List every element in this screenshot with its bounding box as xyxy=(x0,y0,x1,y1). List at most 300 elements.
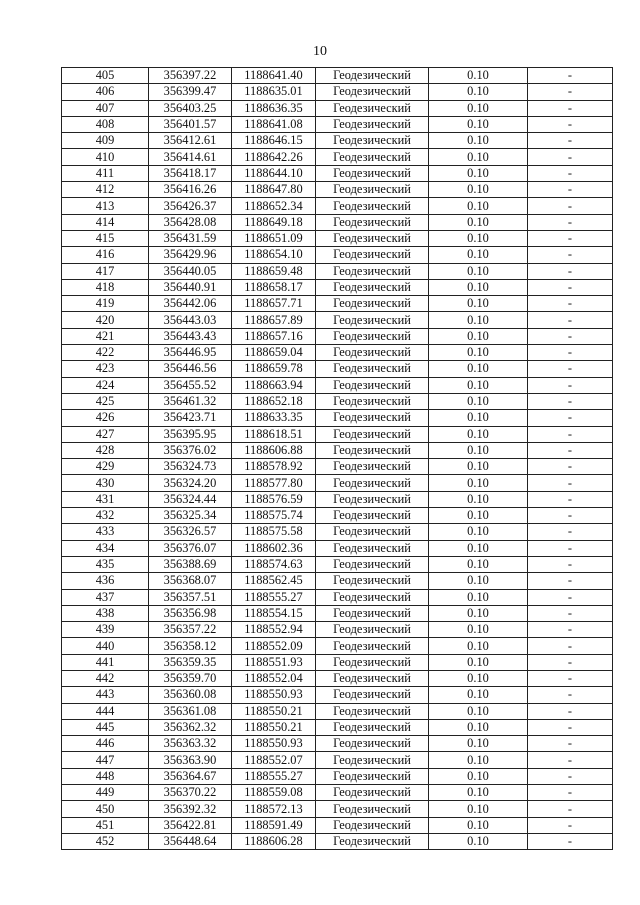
accuracy-cell: 0.10 xyxy=(429,198,528,214)
note-cell: - xyxy=(528,556,613,572)
y-coordinate-cell: 1188554.15 xyxy=(232,605,316,621)
method-cell: Геодезический xyxy=(316,263,429,279)
y-coordinate-cell: 1188652.18 xyxy=(232,393,316,409)
table-row xyxy=(62,833,613,849)
x-coordinate-cell: 356412.61 xyxy=(149,133,232,149)
point-number-cell: 415 xyxy=(62,230,149,246)
method-cell: Геодезический xyxy=(316,345,429,361)
method-cell: Геодезический xyxy=(316,182,429,198)
x-coordinate-cell: 356356.98 xyxy=(149,605,232,621)
x-coordinate-cell: 356326.57 xyxy=(149,524,232,540)
method-cell: Геодезический xyxy=(316,393,429,409)
note-cell: - xyxy=(528,393,613,409)
accuracy-cell: 0.10 xyxy=(429,230,528,246)
table-row xyxy=(62,149,613,165)
accuracy-cell: 0.10 xyxy=(429,410,528,426)
point-number-cell: 418 xyxy=(62,279,149,295)
x-coordinate-cell: 356443.03 xyxy=(149,312,232,328)
note-cell: - xyxy=(528,475,613,491)
point-number-cell: 409 xyxy=(62,133,149,149)
point-number-cell: 426 xyxy=(62,410,149,426)
y-coordinate-cell: 1188550.21 xyxy=(232,719,316,735)
x-coordinate-cell: 356418.17 xyxy=(149,165,232,181)
y-coordinate-cell: 1188644.10 xyxy=(232,165,316,181)
method-cell: Геодезический xyxy=(316,524,429,540)
note-cell: - xyxy=(528,68,613,84)
table-row xyxy=(62,393,613,409)
x-coordinate-cell: 356363.90 xyxy=(149,752,232,768)
note-cell: - xyxy=(528,133,613,149)
point-number-cell: 427 xyxy=(62,426,149,442)
table-row xyxy=(62,817,613,833)
note-cell: - xyxy=(528,801,613,817)
table-row xyxy=(62,68,613,84)
method-cell: Геодезический xyxy=(316,638,429,654)
point-number-cell: 450 xyxy=(62,801,149,817)
x-coordinate-cell: 356399.47 xyxy=(149,84,232,100)
y-coordinate-cell: 1188572.13 xyxy=(232,801,316,817)
method-cell: Геодезический xyxy=(316,622,429,638)
accuracy-cell: 0.10 xyxy=(429,524,528,540)
table-row xyxy=(62,540,613,556)
method-cell: Геодезический xyxy=(316,459,429,475)
accuracy-cell: 0.10 xyxy=(429,801,528,817)
point-number-cell: 448 xyxy=(62,768,149,784)
point-number-cell: 419 xyxy=(62,296,149,312)
method-cell: Геодезический xyxy=(316,214,429,230)
x-coordinate-cell: 356357.22 xyxy=(149,622,232,638)
x-coordinate-cell: 356376.02 xyxy=(149,442,232,458)
point-number-cell: 414 xyxy=(62,214,149,230)
y-coordinate-cell: 1188657.71 xyxy=(232,296,316,312)
table-row xyxy=(62,133,613,149)
y-coordinate-cell: 1188574.63 xyxy=(232,556,316,572)
accuracy-cell: 0.10 xyxy=(429,573,528,589)
method-cell: Геодезический xyxy=(316,328,429,344)
note-cell: - xyxy=(528,149,613,165)
x-coordinate-cell: 356442.06 xyxy=(149,296,232,312)
table-row xyxy=(62,459,613,475)
point-number-cell: 428 xyxy=(62,442,149,458)
note-cell: - xyxy=(528,654,613,670)
method-cell: Геодезический xyxy=(316,361,429,377)
x-coordinate-cell: 356363.32 xyxy=(149,736,232,752)
method-cell: Геодезический xyxy=(316,654,429,670)
note-cell: - xyxy=(528,100,613,116)
point-number-cell: 445 xyxy=(62,719,149,735)
note-cell: - xyxy=(528,508,613,524)
y-coordinate-cell: 1188649.18 xyxy=(232,214,316,230)
y-coordinate-cell: 1188606.88 xyxy=(232,442,316,458)
accuracy-cell: 0.10 xyxy=(429,182,528,198)
point-number-cell: 438 xyxy=(62,605,149,621)
page-number: 10 xyxy=(313,44,327,59)
method-cell: Геодезический xyxy=(316,312,429,328)
table-row xyxy=(62,263,613,279)
accuracy-cell: 0.10 xyxy=(429,638,528,654)
accuracy-cell: 0.10 xyxy=(429,393,528,409)
y-coordinate-cell: 1188575.58 xyxy=(232,524,316,540)
table-row xyxy=(62,556,613,572)
method-cell: Геодезический xyxy=(316,508,429,524)
note-cell: - xyxy=(528,573,613,589)
x-coordinate-cell: 356360.08 xyxy=(149,687,232,703)
method-cell: Геодезический xyxy=(316,377,429,393)
x-coordinate-cell: 356423.71 xyxy=(149,410,232,426)
accuracy-cell: 0.10 xyxy=(429,703,528,719)
y-coordinate-cell: 1188657.89 xyxy=(232,312,316,328)
accuracy-cell: 0.10 xyxy=(429,817,528,833)
method-cell: Геодезический xyxy=(316,279,429,295)
y-coordinate-cell: 1188635.01 xyxy=(232,84,316,100)
x-coordinate-cell: 356429.96 xyxy=(149,247,232,263)
note-cell: - xyxy=(528,198,613,214)
coordinates-table xyxy=(61,67,613,850)
point-number-cell: 408 xyxy=(62,116,149,132)
y-coordinate-cell: 1188551.93 xyxy=(232,654,316,670)
y-coordinate-cell: 1188663.94 xyxy=(232,377,316,393)
y-coordinate-cell: 1188576.59 xyxy=(232,491,316,507)
method-cell: Геодезический xyxy=(316,475,429,491)
y-coordinate-cell: 1188651.09 xyxy=(232,230,316,246)
y-coordinate-cell: 1188659.04 xyxy=(232,345,316,361)
method-cell: Геодезический xyxy=(316,768,429,784)
method-cell: Геодезический xyxy=(316,410,429,426)
table-row xyxy=(62,279,613,295)
point-number-cell: 434 xyxy=(62,540,149,556)
x-coordinate-cell: 356422.81 xyxy=(149,817,232,833)
x-coordinate-cell: 356403.25 xyxy=(149,100,232,116)
note-cell: - xyxy=(528,377,613,393)
x-coordinate-cell: 356362.32 xyxy=(149,719,232,735)
method-cell: Геодезический xyxy=(316,540,429,556)
point-number-cell: 442 xyxy=(62,670,149,686)
point-number-cell: 412 xyxy=(62,182,149,198)
point-number-cell: 411 xyxy=(62,165,149,181)
method-cell: Геодезический xyxy=(316,719,429,735)
note-cell: - xyxy=(528,214,613,230)
table-row xyxy=(62,198,613,214)
accuracy-cell: 0.10 xyxy=(429,345,528,361)
table-row xyxy=(62,165,613,181)
point-number-cell: 405 xyxy=(62,68,149,84)
x-coordinate-cell: 356357.51 xyxy=(149,589,232,605)
table-row xyxy=(62,687,613,703)
point-number-cell: 451 xyxy=(62,817,149,833)
note-cell: - xyxy=(528,719,613,735)
x-coordinate-cell: 356364.67 xyxy=(149,768,232,784)
point-number-cell: 449 xyxy=(62,785,149,801)
point-number-cell: 413 xyxy=(62,198,149,214)
y-coordinate-cell: 1188552.94 xyxy=(232,622,316,638)
accuracy-cell: 0.10 xyxy=(429,247,528,263)
x-coordinate-cell: 356376.07 xyxy=(149,540,232,556)
accuracy-cell: 0.10 xyxy=(429,475,528,491)
table-row xyxy=(62,638,613,654)
point-number-cell: 423 xyxy=(62,361,149,377)
x-coordinate-cell: 356359.70 xyxy=(149,670,232,686)
note-cell: - xyxy=(528,703,613,719)
table-row xyxy=(62,426,613,442)
table-row xyxy=(62,182,613,198)
note-cell: - xyxy=(528,524,613,540)
x-coordinate-cell: 356416.26 xyxy=(149,182,232,198)
table-row xyxy=(62,785,613,801)
table-row xyxy=(62,377,613,393)
x-coordinate-cell: 356443.43 xyxy=(149,328,232,344)
table-row xyxy=(62,345,613,361)
y-coordinate-cell: 1188646.15 xyxy=(232,133,316,149)
note-cell: - xyxy=(528,361,613,377)
x-coordinate-cell: 356392.32 xyxy=(149,801,232,817)
accuracy-cell: 0.10 xyxy=(429,263,528,279)
table-row xyxy=(62,214,613,230)
point-number-cell: 440 xyxy=(62,638,149,654)
accuracy-cell: 0.10 xyxy=(429,214,528,230)
accuracy-cell: 0.10 xyxy=(429,654,528,670)
note-cell: - xyxy=(528,622,613,638)
y-coordinate-cell: 1188657.16 xyxy=(232,328,316,344)
point-number-cell: 433 xyxy=(62,524,149,540)
y-coordinate-cell: 1188618.51 xyxy=(232,426,316,442)
accuracy-cell: 0.10 xyxy=(429,589,528,605)
table-row xyxy=(62,524,613,540)
point-number-cell: 431 xyxy=(62,491,149,507)
x-coordinate-cell: 356397.22 xyxy=(149,68,232,84)
note-cell: - xyxy=(528,296,613,312)
accuracy-cell: 0.10 xyxy=(429,133,528,149)
method-cell: Геодезический xyxy=(316,133,429,149)
accuracy-cell: 0.10 xyxy=(429,426,528,442)
point-number-cell: 452 xyxy=(62,833,149,849)
method-cell: Геодезический xyxy=(316,296,429,312)
method-cell: Геодезический xyxy=(316,703,429,719)
x-coordinate-cell: 356358.12 xyxy=(149,638,232,654)
x-coordinate-cell: 356455.52 xyxy=(149,377,232,393)
accuracy-cell: 0.10 xyxy=(429,736,528,752)
note-cell: - xyxy=(528,182,613,198)
method-cell: Геодезический xyxy=(316,84,429,100)
note-cell: - xyxy=(528,165,613,181)
x-coordinate-cell: 356324.20 xyxy=(149,475,232,491)
x-coordinate-cell: 356426.37 xyxy=(149,198,232,214)
note-cell: - xyxy=(528,817,613,833)
table-row xyxy=(62,622,613,638)
point-number-cell: 416 xyxy=(62,247,149,263)
method-cell: Геодезический xyxy=(316,116,429,132)
x-coordinate-cell: 356370.22 xyxy=(149,785,232,801)
point-number-cell: 417 xyxy=(62,263,149,279)
accuracy-cell: 0.10 xyxy=(429,785,528,801)
note-cell: - xyxy=(528,279,613,295)
y-coordinate-cell: 1188552.09 xyxy=(232,638,316,654)
accuracy-cell: 0.10 xyxy=(429,752,528,768)
x-coordinate-cell: 356448.64 xyxy=(149,833,232,849)
method-cell: Геодезический xyxy=(316,149,429,165)
table-row xyxy=(62,312,613,328)
point-number-cell: 436 xyxy=(62,573,149,589)
table-row xyxy=(62,654,613,670)
point-number-cell: 406 xyxy=(62,84,149,100)
table-row xyxy=(62,719,613,735)
point-number-cell: 447 xyxy=(62,752,149,768)
table-row xyxy=(62,442,613,458)
y-coordinate-cell: 1188602.36 xyxy=(232,540,316,556)
accuracy-cell: 0.10 xyxy=(429,687,528,703)
method-cell: Геодезический xyxy=(316,736,429,752)
accuracy-cell: 0.10 xyxy=(429,149,528,165)
note-cell: - xyxy=(528,736,613,752)
point-number-cell: 421 xyxy=(62,328,149,344)
method-cell: Геодезический xyxy=(316,573,429,589)
table-row xyxy=(62,736,613,752)
method-cell: Геодезический xyxy=(316,785,429,801)
table-row xyxy=(62,361,613,377)
accuracy-cell: 0.10 xyxy=(429,508,528,524)
x-coordinate-cell: 356428.08 xyxy=(149,214,232,230)
note-cell: - xyxy=(528,768,613,784)
x-coordinate-cell: 356446.95 xyxy=(149,345,232,361)
table-row xyxy=(62,100,613,116)
y-coordinate-cell: 1188659.48 xyxy=(232,263,316,279)
x-coordinate-cell: 356324.73 xyxy=(149,459,232,475)
point-number-cell: 439 xyxy=(62,622,149,638)
table-row xyxy=(62,752,613,768)
accuracy-cell: 0.10 xyxy=(429,491,528,507)
x-coordinate-cell: 356431.59 xyxy=(149,230,232,246)
note-cell: - xyxy=(528,638,613,654)
accuracy-cell: 0.10 xyxy=(429,768,528,784)
note-cell: - xyxy=(528,605,613,621)
method-cell: Геодезический xyxy=(316,426,429,442)
x-coordinate-cell: 356368.07 xyxy=(149,573,232,589)
point-number-cell: 420 xyxy=(62,312,149,328)
note-cell: - xyxy=(528,263,613,279)
note-cell: - xyxy=(528,247,613,263)
table-row xyxy=(62,573,613,589)
note-cell: - xyxy=(528,670,613,686)
x-coordinate-cell: 356395.95 xyxy=(149,426,232,442)
accuracy-cell: 0.10 xyxy=(429,605,528,621)
x-coordinate-cell: 356361.08 xyxy=(149,703,232,719)
note-cell: - xyxy=(528,540,613,556)
accuracy-cell: 0.10 xyxy=(429,377,528,393)
y-coordinate-cell: 1188641.40 xyxy=(232,68,316,84)
y-coordinate-cell: 1188578.92 xyxy=(232,459,316,475)
method-cell: Геодезический xyxy=(316,817,429,833)
y-coordinate-cell: 1188552.07 xyxy=(232,752,316,768)
x-coordinate-cell: 356359.35 xyxy=(149,654,232,670)
table-row xyxy=(62,589,613,605)
accuracy-cell: 0.10 xyxy=(429,670,528,686)
table-row xyxy=(62,491,613,507)
y-coordinate-cell: 1188550.93 xyxy=(232,687,316,703)
table-row xyxy=(62,230,613,246)
point-number-cell: 430 xyxy=(62,475,149,491)
method-cell: Геодезический xyxy=(316,100,429,116)
accuracy-cell: 0.10 xyxy=(429,296,528,312)
table-row xyxy=(62,605,613,621)
method-cell: Геодезический xyxy=(316,491,429,507)
table-row xyxy=(62,84,613,100)
table-row xyxy=(62,328,613,344)
note-cell: - xyxy=(528,312,613,328)
accuracy-cell: 0.10 xyxy=(429,279,528,295)
note-cell: - xyxy=(528,442,613,458)
x-coordinate-cell: 356414.61 xyxy=(149,149,232,165)
method-cell: Геодезический xyxy=(316,198,429,214)
y-coordinate-cell: 1188633.35 xyxy=(232,410,316,426)
accuracy-cell: 0.10 xyxy=(429,540,528,556)
point-number-cell: 444 xyxy=(62,703,149,719)
note-cell: - xyxy=(528,328,613,344)
table-row xyxy=(62,247,613,263)
y-coordinate-cell: 1188555.27 xyxy=(232,768,316,784)
method-cell: Геодезический xyxy=(316,605,429,621)
y-coordinate-cell: 1188636.35 xyxy=(232,100,316,116)
method-cell: Геодезический xyxy=(316,670,429,686)
y-coordinate-cell: 1188658.17 xyxy=(232,279,316,295)
x-coordinate-cell: 356440.05 xyxy=(149,263,232,279)
note-cell: - xyxy=(528,589,613,605)
method-cell: Геодезический xyxy=(316,556,429,572)
accuracy-cell: 0.10 xyxy=(429,84,528,100)
accuracy-cell: 0.10 xyxy=(429,312,528,328)
x-coordinate-cell: 356440.91 xyxy=(149,279,232,295)
accuracy-cell: 0.10 xyxy=(429,442,528,458)
accuracy-cell: 0.10 xyxy=(429,68,528,84)
note-cell: - xyxy=(528,410,613,426)
y-coordinate-cell: 1188555.27 xyxy=(232,589,316,605)
point-number-cell: 407 xyxy=(62,100,149,116)
point-number-cell: 410 xyxy=(62,149,149,165)
note-cell: - xyxy=(528,785,613,801)
accuracy-cell: 0.10 xyxy=(429,719,528,735)
x-coordinate-cell: 356388.69 xyxy=(149,556,232,572)
y-coordinate-cell: 1188575.74 xyxy=(232,508,316,524)
note-cell: - xyxy=(528,752,613,768)
y-coordinate-cell: 1188577.80 xyxy=(232,475,316,491)
method-cell: Геодезический xyxy=(316,230,429,246)
method-cell: Геодезический xyxy=(316,165,429,181)
x-coordinate-cell: 356446.56 xyxy=(149,361,232,377)
method-cell: Геодезический xyxy=(316,801,429,817)
accuracy-cell: 0.10 xyxy=(429,459,528,475)
coordinates-table-body xyxy=(62,68,613,850)
method-cell: Геодезический xyxy=(316,833,429,849)
y-coordinate-cell: 1188591.49 xyxy=(232,817,316,833)
note-cell: - xyxy=(528,459,613,475)
table-row xyxy=(62,670,613,686)
accuracy-cell: 0.10 xyxy=(429,361,528,377)
y-coordinate-cell: 1188550.93 xyxy=(232,736,316,752)
y-coordinate-cell: 1188659.78 xyxy=(232,361,316,377)
table-row xyxy=(62,801,613,817)
table-row xyxy=(62,703,613,719)
point-number-cell: 422 xyxy=(62,345,149,361)
method-cell: Геодезический xyxy=(316,68,429,84)
note-cell: - xyxy=(528,491,613,507)
method-cell: Геодезический xyxy=(316,442,429,458)
table-row xyxy=(62,508,613,524)
point-number-cell: 425 xyxy=(62,393,149,409)
point-number-cell: 429 xyxy=(62,459,149,475)
note-cell: - xyxy=(528,116,613,132)
y-coordinate-cell: 1188642.26 xyxy=(232,149,316,165)
note-cell: - xyxy=(528,833,613,849)
point-number-cell: 432 xyxy=(62,508,149,524)
x-coordinate-cell: 356461.32 xyxy=(149,393,232,409)
